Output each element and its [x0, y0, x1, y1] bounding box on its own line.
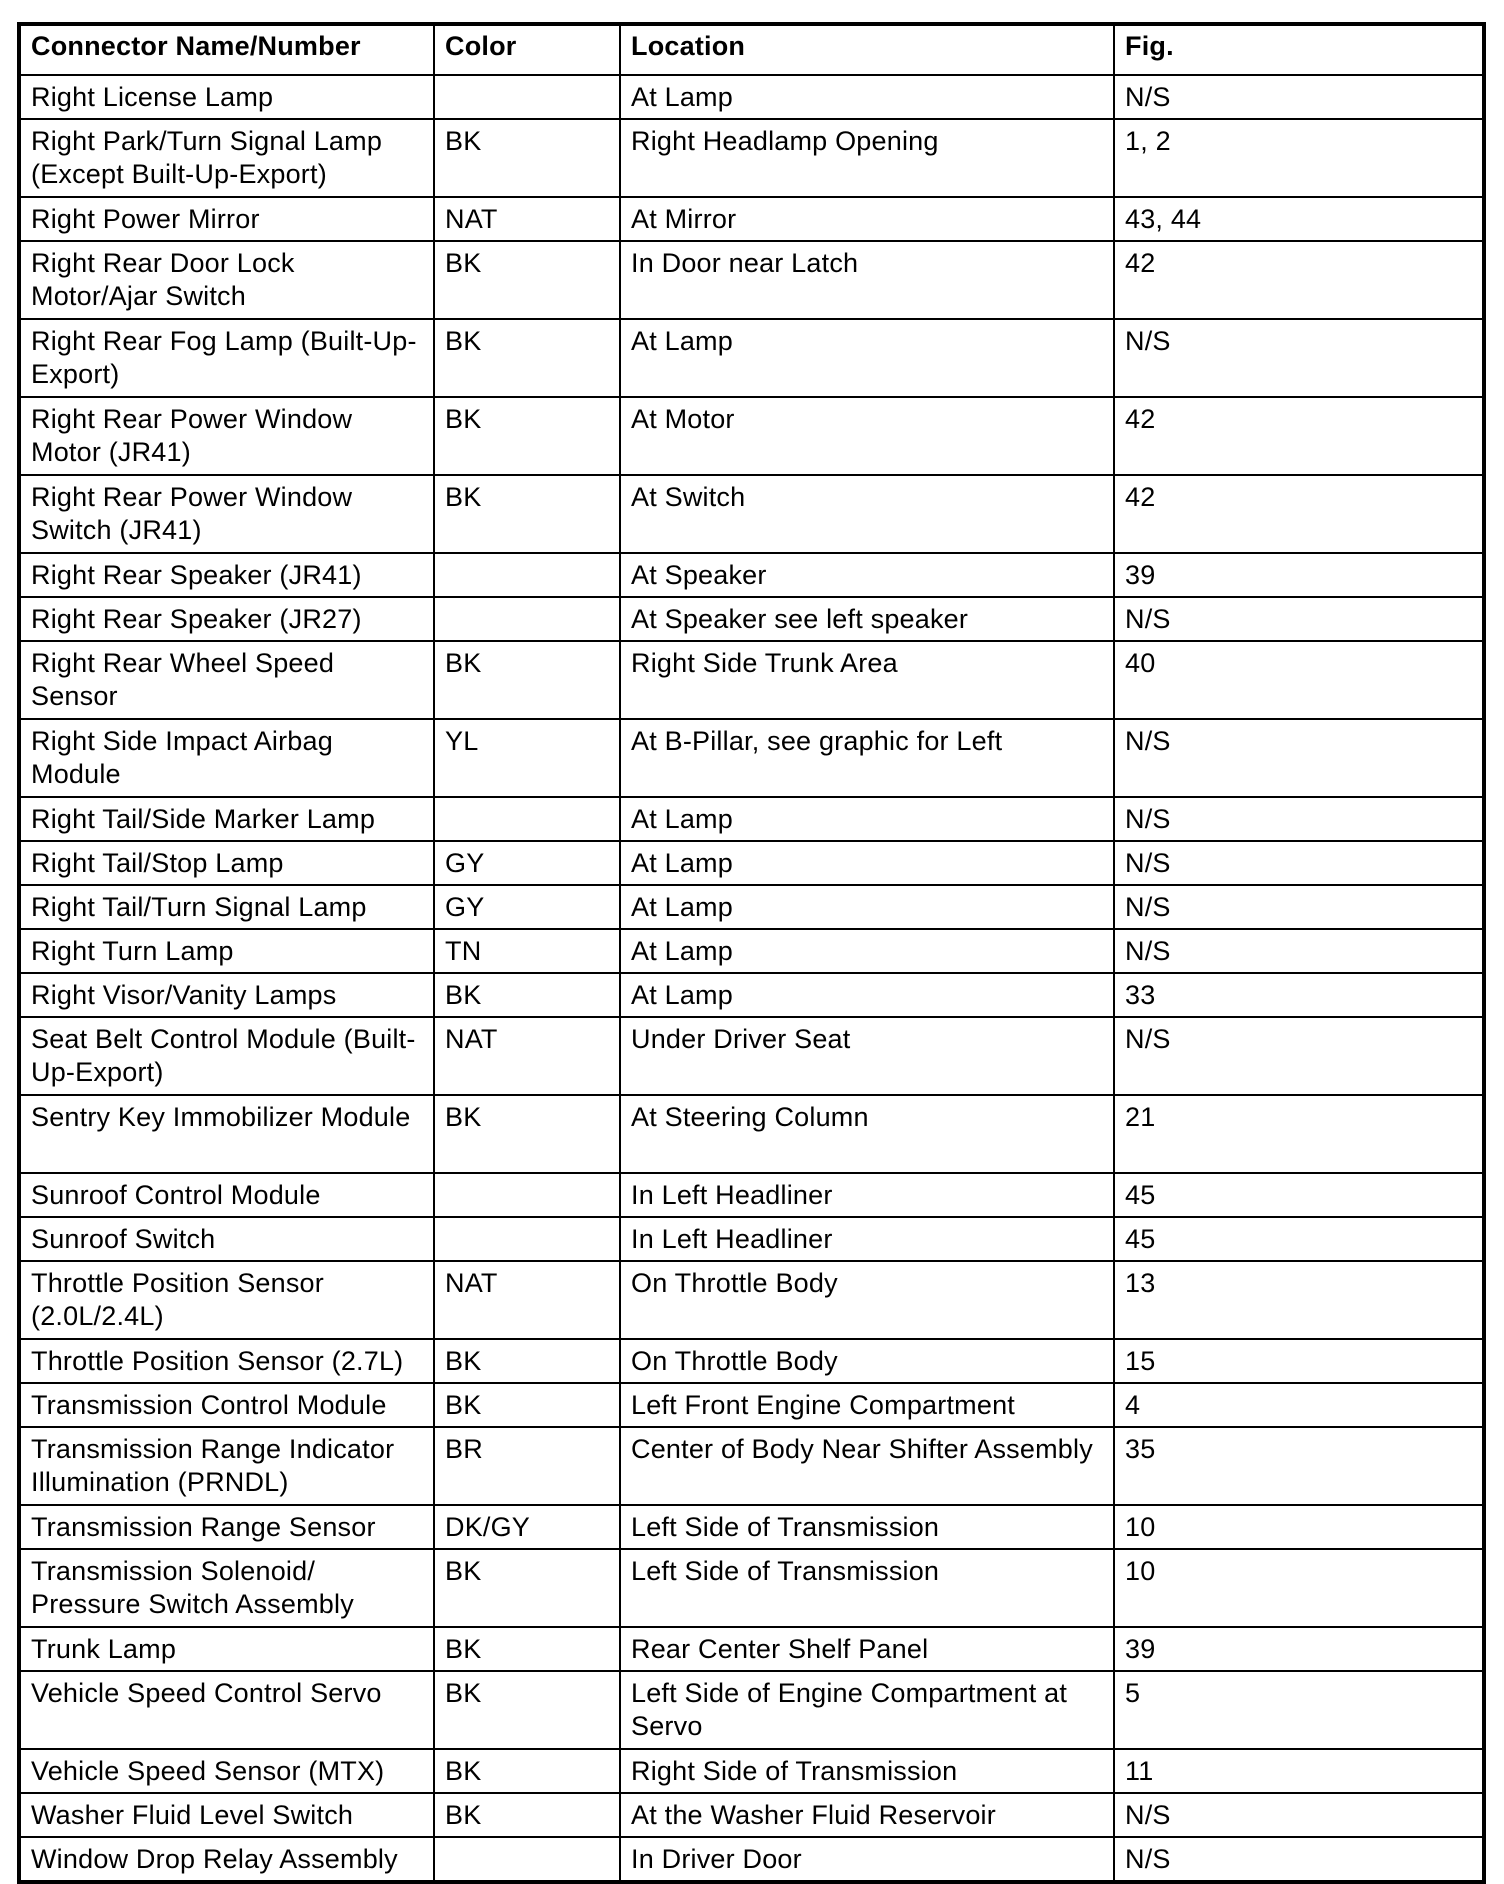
cell-location: At Speaker see left speaker: [620, 597, 1114, 641]
cell-color: BK: [434, 973, 620, 1017]
cell-connector-name: Right Rear Power Window Motor (JR41): [19, 397, 434, 475]
table-row: [19, 1339, 1484, 1383]
cell-location: At Lamp: [620, 973, 1114, 1017]
cell-location: At Lamp: [620, 319, 1114, 397]
cell-connector-name: Sunroof Control Module: [19, 1173, 434, 1217]
cell-location: Left Side of Transmission: [620, 1505, 1114, 1549]
cell-fig: 40: [1114, 641, 1484, 719]
cell-location: Left Side of Transmission: [620, 1549, 1114, 1627]
cell-color: NAT: [434, 1261, 620, 1339]
cell-fig: N/S: [1114, 1793, 1484, 1837]
table-row: [19, 1383, 1484, 1427]
cell-location: Right Headlamp Opening: [620, 119, 1114, 197]
cell-connector-name: Right Turn Lamp: [19, 929, 434, 973]
cell-fig: 39: [1114, 553, 1484, 597]
cell-fig: 11: [1114, 1749, 1484, 1793]
table-row: [19, 553, 1484, 597]
cell-connector-name: Trunk Lamp: [19, 1627, 434, 1671]
cell-fig: N/S: [1114, 597, 1484, 641]
cell-connector-name: Window Drop Relay Assembly: [19, 1837, 434, 1882]
cell-fig: 15: [1114, 1339, 1484, 1383]
cell-fig: N/S: [1114, 929, 1484, 973]
table-row: [19, 1017, 1484, 1095]
table-row: [19, 841, 1484, 885]
cell-connector-name: Right Visor/Vanity Lamps: [19, 973, 434, 1017]
table-row: [19, 1671, 1484, 1749]
cell-fig: 21: [1114, 1095, 1484, 1173]
cell-fig: 10: [1114, 1505, 1484, 1549]
table-row: [19, 929, 1484, 973]
cell-location: At Mirror: [620, 197, 1114, 241]
cell-color: NAT: [434, 197, 620, 241]
cell-fig: 5: [1114, 1671, 1484, 1749]
cell-location: At Steering Column: [620, 1095, 1114, 1173]
header-connector-name: Connector Name/Number: [19, 24, 434, 75]
cell-color: BK: [434, 319, 620, 397]
cell-color: BK: [434, 119, 620, 197]
table-row: [19, 719, 1484, 797]
cell-connector-name: Sentry Key Immobilizer Module: [19, 1095, 434, 1173]
cell-fig: 42: [1114, 397, 1484, 475]
cell-color: [434, 797, 620, 841]
cell-fig: 10: [1114, 1549, 1484, 1627]
cell-location: At Lamp: [620, 841, 1114, 885]
cell-fig: N/S: [1114, 797, 1484, 841]
cell-color: BK: [434, 1671, 620, 1749]
cell-fig: 45: [1114, 1173, 1484, 1217]
cell-connector-name: Transmission Range Sensor: [19, 1505, 434, 1549]
cell-connector-name: Right Rear Fog Lamp (Built-Up-Export): [19, 319, 434, 397]
cell-color: [434, 597, 620, 641]
cell-fig: 33: [1114, 973, 1484, 1017]
cell-location: At Switch: [620, 475, 1114, 553]
cell-location: Right Side of Transmission: [620, 1749, 1114, 1793]
cell-fig: N/S: [1114, 885, 1484, 929]
cell-connector-name: Right Rear Speaker (JR27): [19, 597, 434, 641]
table-row: [19, 797, 1484, 841]
table-row: [19, 1837, 1484, 1882]
table-row: [19, 1505, 1484, 1549]
table-row: [19, 1427, 1484, 1505]
cell-color: BK: [434, 1383, 620, 1427]
cell-fig: N/S: [1114, 841, 1484, 885]
cell-connector-name: Transmission Range Indicator Illumination (PRNDL): [19, 1427, 434, 1505]
cell-color: [434, 553, 620, 597]
header-fig: Fig.: [1114, 24, 1484, 75]
cell-connector-name: Right Tail/Side Marker Lamp: [19, 797, 434, 841]
cell-fig: 42: [1114, 475, 1484, 553]
cell-connector-name: Right Rear Wheel Speed Sensor: [19, 641, 434, 719]
table-body: [19, 75, 1484, 1882]
cell-color: BK: [434, 1749, 620, 1793]
cell-connector-name: Vehicle Speed Sensor (MTX): [19, 1749, 434, 1793]
cell-connector-name: Right Tail/Stop Lamp: [19, 841, 434, 885]
table-row: [19, 75, 1484, 119]
table-row: [19, 885, 1484, 929]
cell-location: At Lamp: [620, 75, 1114, 119]
table-row: [19, 1095, 1484, 1173]
header-location: Location: [620, 24, 1114, 75]
cell-color: BK: [434, 397, 620, 475]
cell-location: On Throttle Body: [620, 1339, 1114, 1383]
connector-table: [17, 22, 1486, 1884]
table-row: [19, 1217, 1484, 1261]
cell-location: Left Side of Engine Compartment at Servo: [620, 1671, 1114, 1749]
cell-color: BK: [434, 241, 620, 319]
cell-color: DK/GY: [434, 1505, 620, 1549]
cell-fig: 45: [1114, 1217, 1484, 1261]
cell-connector-name: Right Rear Door Lock Motor/Ajar Switch: [19, 241, 434, 319]
table-row: [19, 197, 1484, 241]
cell-color: BR: [434, 1427, 620, 1505]
cell-connector-name: Vehicle Speed Control Servo: [19, 1671, 434, 1749]
cell-connector-name: Washer Fluid Level Switch: [19, 1793, 434, 1837]
table-row: [19, 319, 1484, 397]
cell-fig: 13: [1114, 1261, 1484, 1339]
cell-color: [434, 1837, 620, 1882]
cell-color: BK: [434, 1793, 620, 1837]
table-row: [19, 973, 1484, 1017]
cell-fig: N/S: [1114, 719, 1484, 797]
cell-location: In Left Headliner: [620, 1173, 1114, 1217]
cell-color: BK: [434, 475, 620, 553]
cell-connector-name: Sunroof Switch: [19, 1217, 434, 1261]
cell-connector-name: Right License Lamp: [19, 75, 434, 119]
cell-location: At Motor: [620, 397, 1114, 475]
cell-location: In Left Headliner: [620, 1217, 1114, 1261]
table-row: [19, 475, 1484, 553]
table-row: [19, 241, 1484, 319]
cell-location: In Driver Door: [620, 1837, 1114, 1882]
cell-color: BK: [434, 641, 620, 719]
cell-location: In Door near Latch: [620, 241, 1114, 319]
table-row: [19, 597, 1484, 641]
cell-color: BK: [434, 1339, 620, 1383]
cell-color: GY: [434, 841, 620, 885]
header-color: Color: [434, 24, 620, 75]
cell-connector-name: Right Tail/Turn Signal Lamp: [19, 885, 434, 929]
cell-color: GY: [434, 885, 620, 929]
cell-location: Left Front Engine Compartment: [620, 1383, 1114, 1427]
cell-location: At the Washer Fluid Reservoir: [620, 1793, 1114, 1837]
cell-location: On Throttle Body: [620, 1261, 1114, 1339]
cell-location: At Lamp: [620, 797, 1114, 841]
table-row: [19, 1173, 1484, 1217]
table-row: [19, 1793, 1484, 1837]
cell-location: Center of Body Near Shifter Assembly: [620, 1427, 1114, 1505]
cell-location: At B-Pillar, see graphic for Left: [620, 719, 1114, 797]
cell-connector-name: Throttle Position Sensor (2.7L): [19, 1339, 434, 1383]
cell-location: At Lamp: [620, 929, 1114, 973]
cell-color: BK: [434, 1627, 620, 1671]
cell-connector-name: Transmission Control Module: [19, 1383, 434, 1427]
table-row: [19, 1549, 1484, 1627]
cell-connector-name: Right Rear Power Window Switch (JR41): [19, 475, 434, 553]
cell-fig: 43, 44: [1114, 197, 1484, 241]
cell-fig: 42: [1114, 241, 1484, 319]
table-row: [19, 397, 1484, 475]
table-header-row: [19, 24, 1484, 75]
table-row: [19, 1261, 1484, 1339]
cell-location: At Speaker: [620, 553, 1114, 597]
cell-color: YL: [434, 719, 620, 797]
cell-connector-name: Throttle Position Sensor (2.0L/2.4L): [19, 1261, 434, 1339]
cell-connector-name: Right Power Mirror: [19, 197, 434, 241]
cell-color: [434, 1173, 620, 1217]
cell-connector-name: Right Rear Speaker (JR41): [19, 553, 434, 597]
cell-connector-name: Right Park/Turn Signal Lamp (Except Built-Up-Export): [19, 119, 434, 197]
cell-connector-name: Right Side Impact Airbag Module: [19, 719, 434, 797]
cell-fig: 1, 2: [1114, 119, 1484, 197]
cell-fig: N/S: [1114, 1837, 1484, 1882]
cell-color: BK: [434, 1095, 620, 1173]
table-row: [19, 1627, 1484, 1671]
cell-fig: N/S: [1114, 319, 1484, 397]
cell-connector-name: Transmission Solenoid/ Pressure Switch Assembly: [19, 1549, 434, 1627]
cell-fig: 4: [1114, 1383, 1484, 1427]
cell-color: [434, 75, 620, 119]
cell-location: Under Driver Seat: [620, 1017, 1114, 1095]
cell-fig: 35: [1114, 1427, 1484, 1505]
cell-color: NAT: [434, 1017, 620, 1095]
table-row: [19, 1749, 1484, 1793]
cell-location: Rear Center Shelf Panel: [620, 1627, 1114, 1671]
cell-color: [434, 1217, 620, 1261]
cell-location: At Lamp: [620, 885, 1114, 929]
table-row: [19, 641, 1484, 719]
table-row: [19, 119, 1484, 197]
cell-fig: N/S: [1114, 75, 1484, 119]
cell-color: BK: [434, 1549, 620, 1627]
cell-fig: N/S: [1114, 1017, 1484, 1095]
cell-color: TN: [434, 929, 620, 973]
cell-location: Right Side Trunk Area: [620, 641, 1114, 719]
cell-fig: 39: [1114, 1627, 1484, 1671]
cell-connector-name: Seat Belt Control Module (Built-Up-Export): [19, 1017, 434, 1095]
